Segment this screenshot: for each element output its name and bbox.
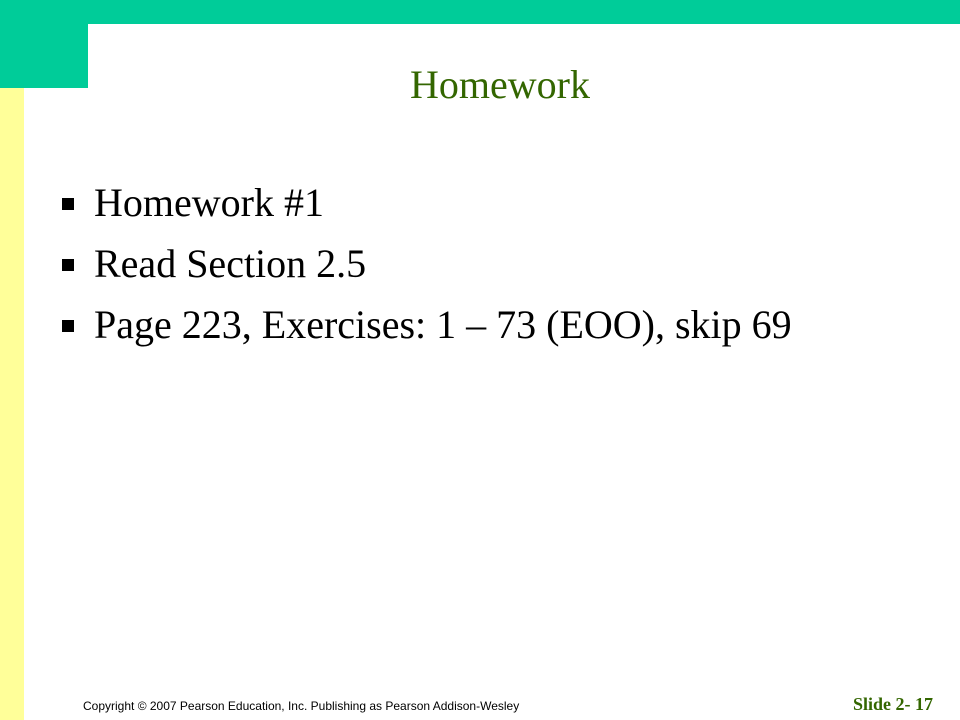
- square-bullet-icon: [62, 198, 74, 210]
- bullet-text: Read Section 2.5: [94, 241, 367, 286]
- copyright-footer: Copyright © 2007 Pearson Education, Inc. Publishing as Pearson Addison-Wesley: [83, 699, 520, 713]
- slide-number: Slide 2- 17: [852, 694, 933, 714]
- top-teal-bar: [0, 0, 960, 24]
- square-bullet-icon: [62, 259, 74, 271]
- slide-title: Homework: [410, 62, 590, 107]
- bullet-text: Homework #1: [94, 180, 324, 225]
- square-bullet-icon: [62, 320, 74, 332]
- bullet-text: Page 223, Exercises: 1 – 73 (EOO), skip 69: [94, 302, 792, 347]
